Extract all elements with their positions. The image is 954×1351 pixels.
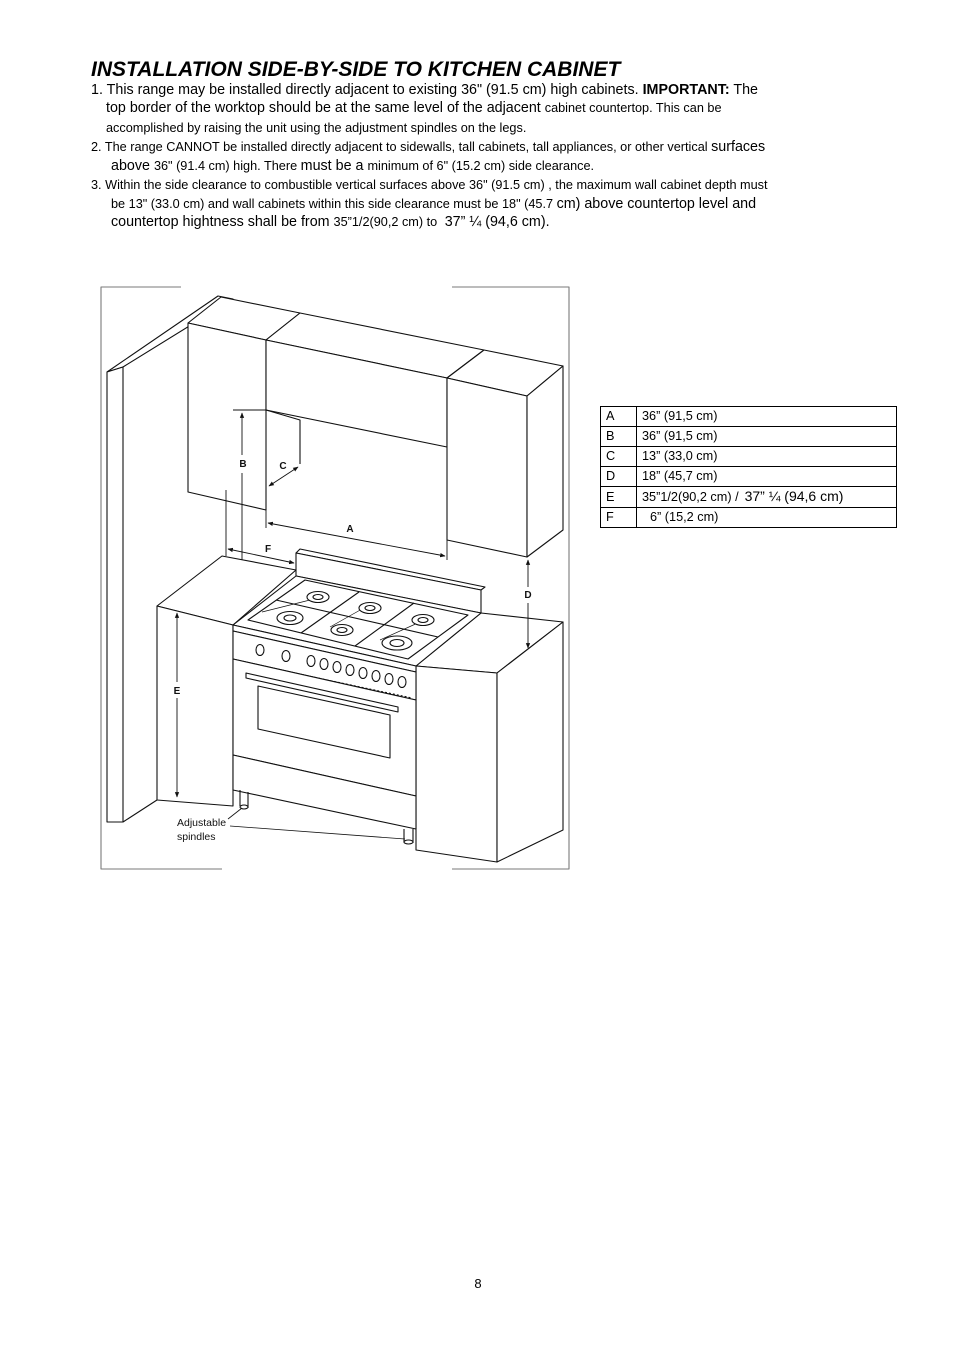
dimension-value: 18” (45,7 cm) [637,467,897,487]
text-segment: must be a [300,158,368,174]
label-d: D [524,590,532,601]
text-segment: minimum of 6" (15.2 cm) side clearance. [367,159,595,173]
table-row [601,407,897,427]
upper-cabinet-right [447,350,563,557]
text-segment: above [111,158,154,174]
leg-right-foot [404,840,413,844]
dimension-key: A [601,407,637,427]
dimensions-table [600,406,897,528]
table-row [601,427,897,447]
knob [398,677,406,688]
dimensions-table-body [601,407,897,528]
dimension-value-min: 35”1/2(90,2 cm) / [642,490,739,504]
knob [346,665,354,676]
text-segment: surfaces [711,139,766,155]
instruction-2-line-2 [111,157,594,175]
dimension-value-max: 37” ¼ (94,6 cm) [744,488,844,504]
dimension-key: E [601,487,637,508]
text-segment: countertop hightness shall be from [111,214,334,230]
dimension-value: 36” (91,5 cm) [637,407,897,427]
dimension-value: 36” (91,5 cm) [637,427,897,447]
leader-left-leg [228,808,242,819]
burner-cap [337,628,347,633]
text-segment: top border of the worktop should be at the same level of the adjacent [106,100,545,116]
table-row [601,487,897,508]
table-row [601,508,897,528]
installation-diagram [95,280,575,875]
knob [372,671,380,682]
page-number: 8 [474,1276,482,1291]
knob [359,668,367,679]
left-cabinet-front [157,606,233,806]
leader-right-leg [230,826,405,839]
burner-cap [418,618,428,623]
text-segment: be 13" (33.0 cm) and wall cabinets within this side clearance must be 18" (45.7 [111,197,557,211]
instruction-1-line-2 [106,99,722,117]
dimension-key: F [601,508,637,528]
label-c: C [279,461,287,472]
label-b: B [239,459,247,470]
text-segment: 2. The range CANNOT be installed directly adjacent to sidewalls, tall cabinets, tall appliances, or other vertical [91,140,712,154]
callout-line-2: spindles [177,831,216,843]
table-row [601,467,897,487]
dimension-a [266,510,447,560]
burner-cap [390,640,404,647]
knob [385,674,393,685]
callout-line-1: Adjustable [177,817,227,829]
knob [333,662,341,673]
burner-cap [365,606,375,611]
burner-cap [313,595,323,600]
instruction-2-line-1 [91,138,765,156]
upper-right-front [447,378,527,557]
dimension-a-line [268,523,445,556]
upper-left-front [188,323,266,510]
knob [320,659,328,670]
sidewall-front [107,367,123,822]
text-segment: 1. This range may be installed directly adjacent to existing 36" (91.5 cm) high cabinets. [91,82,643,98]
dimension-value: 13” (33,0 cm) [637,447,897,467]
right-base-cabinet [416,613,563,862]
text-segment: 36" (91.4 cm) high. There [153,159,301,173]
instruction-3-line-2 [111,195,756,213]
instruction-1-line-3 [106,119,526,137]
knob [256,645,264,656]
text-segment: 35”1/2(90,2 cm) to [333,215,441,229]
text-segment: 3. Within the side clearance to combustible vertical surfaces above 36" (91.5 cm) , the maximum wall cabinet depth must [91,178,768,192]
dimension-key: D [601,467,637,487]
instruction-1-line-1 [91,81,758,99]
table-row [601,447,897,467]
dimension-key: B [601,427,637,447]
knob [307,656,315,667]
text-segment: cm) above countertop level and [556,196,757,212]
instruction-3-line-1 [91,176,768,194]
important-label: IMPORTANT: [642,82,730,98]
label-f: F [264,544,272,555]
right-cabinet-front [416,666,497,862]
dimension-key: C [601,447,637,467]
instruction-3-line-3 [111,213,550,231]
text-segment: 37” ¼ (94,6 cm). [440,214,550,230]
burner-cap [284,615,296,621]
floor-line [123,800,157,822]
spindle-callout [177,817,226,843]
text-segment: accomplished by raising the unit using the adjustment spindles on the legs. [106,121,527,135]
label-e: E [173,686,181,697]
text-segment: cabinet countertop. This can be [544,101,722,115]
text-segment: The [729,82,759,98]
cabinet-depth-recess [266,410,300,464]
knob [282,651,290,662]
upper-right-side [527,366,563,557]
page-title: INSTALLATION SIDE-BY-SIDE TO KITCHEN CABINET [91,58,621,81]
dimension-value [637,487,897,508]
label-a: A [346,524,354,535]
dimension-value: 6” (15,2 cm) [637,508,897,528]
